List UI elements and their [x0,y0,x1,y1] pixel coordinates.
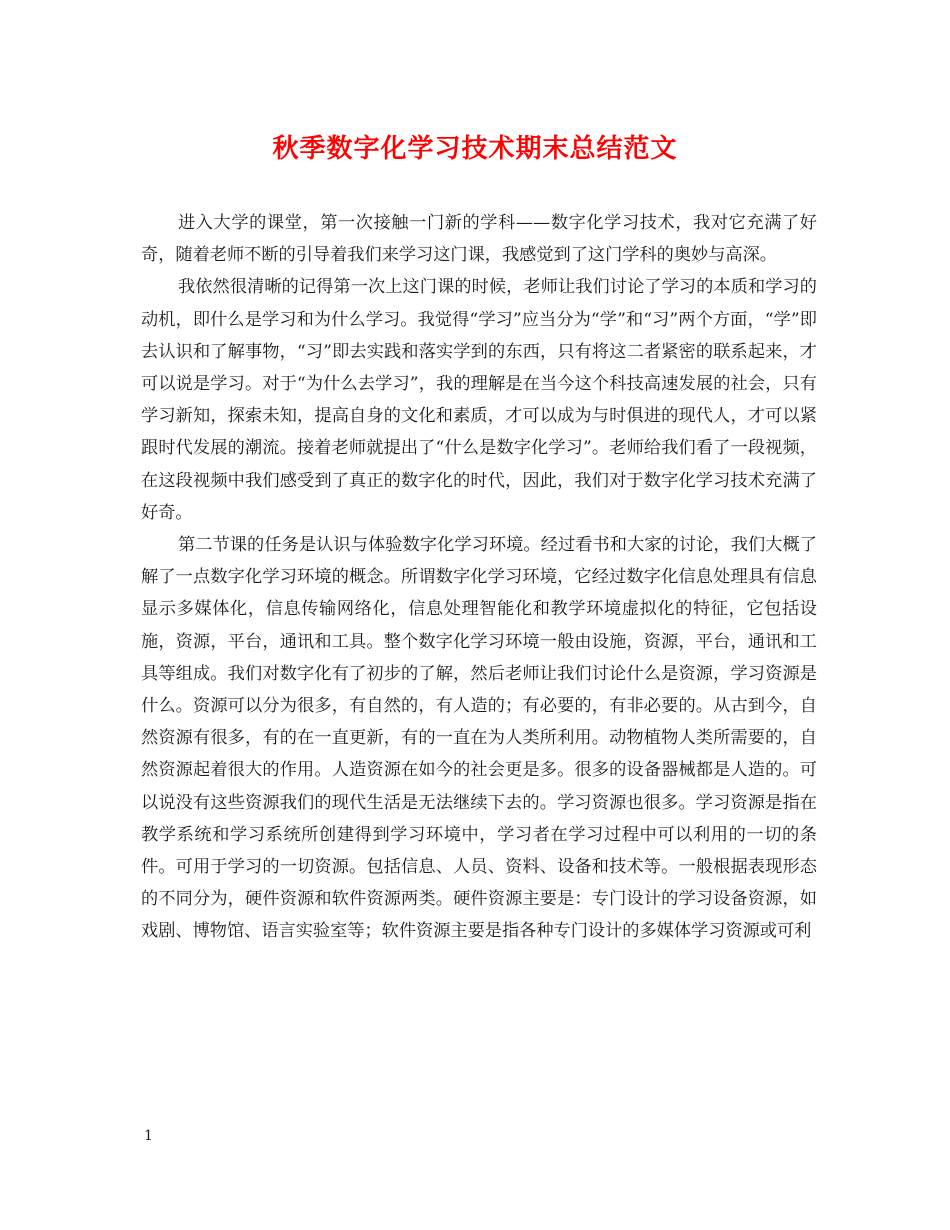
page-number: 1 [144,1128,153,1144]
paragraph-intro: 进入大学的课堂，第一次接触一门新的学科——数字化学习技术，我对它充满了好奇，随着老师不断的引导着我们来学习这门课，我感觉到了这门学科的奥妙与高深。 [141,213,817,266]
document-title: 秋季数字化学习技术期末总结范文 [272,134,678,164]
document-body [141,207,817,948]
paragraph-first-lesson: 我依然很清晰的记得第一次上这门课的时候，老师让我们讨论了学习的本质和学习的动机，即什么是学习和为什么学习。我觉得“学习”应当分为“学”和“习”两个方面，“学”即去认识和了解事物，“习”即去实践和落实学到的东西，只有将这二者紧密的联系起来，才可以说是学习。对于“为什么去学习”，我的理解是在当今这个科技高速发展的社会，只有学习新知，探索未知，提高自身的文化和素质，才可以成为与时俱进的现代人，才可以紧跟时代发展的潮流。接着老师就提出了“什么是数字化学习”。老师给我们看了一段视频，在这段视频中我们感受到了真正的数字化的时代，因此，我们对于数字化学习技术充满了好奇。 [141,277,817,523]
paragraph-second-lesson: 第二节课的任务是认识与体验数字化学习环境。经过看书和大家的讨论，我们大概了解了一点数字化学习环境的概念。所谓数字化学习环境，它经过数字化信息处理具有信息显示多媒体化，信息传输网络化，信息处理智能化和教学环境虚拟化的特征，它包括设施，资源，平台，通讯和工具。整个数字化学习环境一般由设施，资源，平台，通讯和工具等组成。我们对数字化有了初步的了解，然后老师让我们讨论什么是资源，学习资源是什么。资源可以分为很多，有自然的，有人造的；有必要的，有非必要的。从古到今，自然资源有很多，有的在一直更新，有的一直在为人类所利用。动物植物人类所需要的，自然资源起着很大的作用。人造资源在如今的社会更是多。很多的设备器械都是人造的。可以说没有这些资源我们的现代生活是无法继续下去的。学习资源也很多。学习资源是指在教学系统和学习系统所创建得到学习环境中，学习者在学习过程中可以利用的一切的条件。可用于学习的一切资源。包括信息、人员、资料、设备和技术等。一般根据表现形态的不同分为，硬件资源和软件资源两类。硬件资源主要是：专门设计的学习设备资源，如戏剧、博物馆、语言实验室等；软件资源主要是指各种专门设计的多媒体学习资源或可利 [141,535,817,942]
